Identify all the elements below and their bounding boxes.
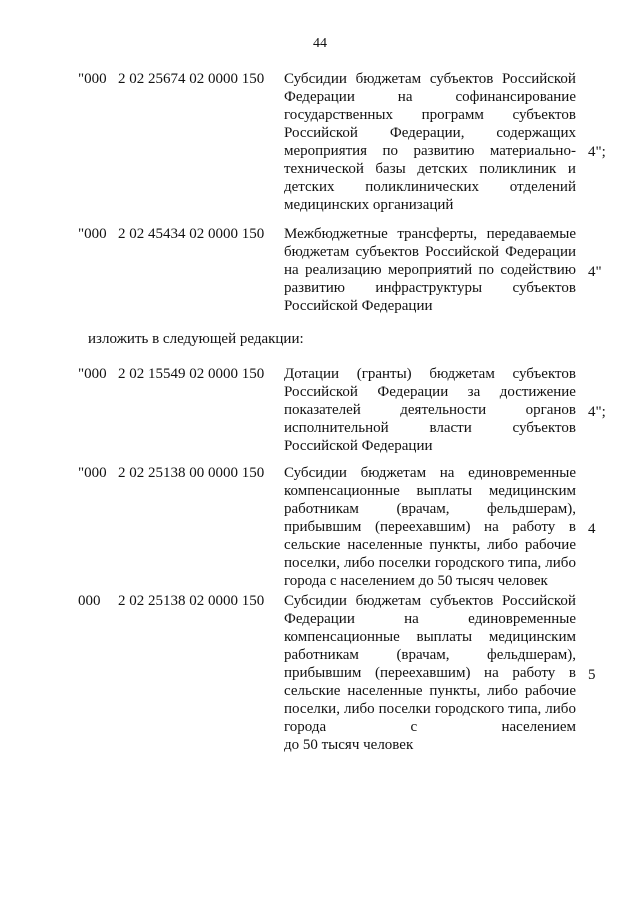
word: базы — [375, 161, 406, 177]
word: работу — [512, 665, 556, 681]
word: медицинским — [488, 629, 576, 645]
word: поселки, — [284, 701, 340, 717]
word: софинансирование — [455, 89, 576, 105]
word: содержащих — [496, 125, 576, 141]
description-line — [284, 383, 576, 401]
word: Российской — [502, 71, 576, 87]
description-line — [284, 464, 576, 482]
word: Российской — [425, 244, 500, 260]
word: работникам — [284, 501, 359, 517]
description-line — [284, 500, 576, 518]
word: Российской — [284, 125, 358, 141]
word: содействию — [500, 262, 576, 278]
word: пункты, — [429, 683, 481, 699]
code-prefix: 000 — [78, 593, 101, 609]
entry-value: 4"; — [588, 404, 606, 420]
word: реализацию — [305, 262, 382, 278]
description-line — [284, 365, 576, 383]
description-line — [284, 554, 576, 572]
word: компенсационные — [284, 483, 400, 499]
code-prefix: "000 — [78, 71, 107, 87]
word: исполнительной — [284, 420, 389, 436]
entry-value: 5 — [588, 667, 596, 683]
word: по — [478, 262, 495, 278]
word: рабочие — [524, 537, 576, 553]
description-line — [284, 646, 576, 664]
code-prefix: "000 — [78, 465, 107, 481]
word: и — [567, 161, 576, 177]
word: за — [467, 384, 481, 400]
description-line — [284, 225, 576, 243]
word: органов — [525, 402, 576, 418]
word: населенные — [347, 537, 423, 553]
description-line — [284, 592, 576, 610]
description-line — [284, 124, 576, 142]
description-line — [284, 243, 576, 261]
word: субъектов — [512, 280, 576, 296]
word: городского — [434, 555, 505, 571]
word: отделений — [509, 179, 576, 195]
word: Федерации — [377, 384, 449, 400]
description-line: медицинских организаций — [284, 197, 454, 213]
word: (переехавшим) — [375, 665, 471, 681]
entry-value: 4 — [588, 521, 596, 537]
word: технической — [284, 161, 364, 177]
word: на — [284, 262, 299, 278]
entry-description — [284, 464, 576, 590]
word: фельдшерам), — [487, 501, 576, 517]
description-line — [284, 682, 576, 700]
word: прибывшим — [284, 519, 362, 535]
budget-code — [78, 464, 278, 482]
word: сельские — [284, 537, 341, 553]
word: типа, — [508, 555, 542, 571]
word: детских — [417, 161, 468, 177]
word: работу — [512, 519, 556, 535]
word: Федерации — [284, 89, 355, 105]
word: рабочие — [524, 683, 576, 699]
word: медицинским — [488, 483, 576, 499]
budget-code — [78, 365, 278, 383]
entry-value: 4" — [588, 264, 602, 280]
word: либо — [545, 555, 576, 571]
description-line — [284, 518, 576, 536]
entry-description — [284, 70, 576, 214]
description-line — [284, 142, 576, 160]
word: сельские — [284, 683, 341, 699]
word: государственных — [284, 107, 393, 123]
word: трансферты, — [397, 226, 478, 242]
word: Межбюджетные — [284, 226, 388, 242]
word: бюджетам — [355, 593, 422, 609]
word: бюджетам — [429, 366, 495, 382]
description-line — [284, 88, 576, 106]
budget-code — [78, 592, 278, 610]
word: на — [397, 89, 413, 105]
code-number: 2 02 25138 00 0000 150 — [118, 465, 265, 481]
word: с — [410, 719, 418, 735]
word: поликлиник — [479, 161, 557, 177]
page-number: 44 — [313, 36, 327, 51]
word: субъектов — [512, 107, 576, 123]
word: Российской — [284, 384, 358, 400]
entry-value: 4"; — [588, 144, 606, 160]
word: населением — [501, 719, 576, 735]
description-line — [284, 401, 576, 419]
word: Субсидии — [284, 593, 347, 609]
code-number: 2 02 25674 02 0000 150 — [118, 71, 265, 87]
word: единовременные — [468, 465, 576, 481]
word: либо — [487, 537, 518, 553]
word: Российской — [502, 593, 576, 609]
word: (врачам, — [396, 647, 450, 663]
word: Субсидии — [284, 71, 347, 87]
word: на — [404, 611, 419, 627]
word: выплаты — [416, 629, 473, 645]
word: бюджетам — [284, 244, 350, 260]
description-line — [284, 700, 576, 718]
code-number: 2 02 15549 02 0000 150 — [118, 366, 265, 382]
word: достижение — [499, 384, 576, 400]
description-line — [284, 664, 576, 682]
description-line — [284, 106, 576, 124]
word: деятельности — [400, 402, 487, 418]
word: развитию — [413, 143, 475, 159]
word: субъектов — [512, 366, 576, 382]
word: передаваемые — [486, 226, 576, 242]
description-line — [284, 628, 576, 646]
word: детских — [284, 179, 335, 195]
word: единовременные — [468, 611, 576, 627]
entry-description — [284, 225, 576, 315]
word: (переехавшим) — [375, 519, 471, 535]
word: субъектов — [355, 244, 419, 260]
code-number: 2 02 25138 02 0000 150 — [118, 593, 265, 609]
word: либо — [343, 555, 375, 571]
word: Дотации — [284, 366, 340, 382]
description-line — [284, 279, 576, 297]
word: развитию — [284, 280, 345, 296]
word: в — [568, 665, 576, 681]
word: компенсационные — [284, 629, 400, 645]
description-line — [284, 178, 576, 196]
word: поликлинических — [365, 179, 480, 195]
word: Федерации — [284, 611, 355, 627]
code-prefix: "000 — [78, 366, 107, 382]
word: типа, — [508, 701, 542, 717]
code-prefix: "000 — [78, 226, 107, 242]
word: мероприятий — [387, 262, 473, 278]
intro-text: изложить в следующей редакции: — [88, 331, 304, 347]
description-line — [284, 261, 576, 279]
code-number: 2 02 45434 02 0000 150 — [118, 226, 265, 242]
word: субъектов — [429, 71, 494, 87]
description-line: города с населением до 50 тысяч человек — [284, 573, 548, 589]
word: на — [484, 665, 499, 681]
word: фельдшерам), — [487, 647, 576, 663]
description-line — [284, 160, 576, 178]
budget-code — [78, 70, 278, 88]
word: Субсидии — [284, 465, 347, 481]
word: Федерации, — [389, 125, 465, 141]
word: выплаты — [416, 483, 473, 499]
word: показателей — [284, 402, 361, 418]
description-line — [284, 536, 576, 554]
word: на — [439, 465, 455, 481]
description-line — [284, 419, 576, 437]
budget-code — [78, 225, 278, 243]
word: инфраструктуры — [375, 280, 483, 296]
word: материально- — [489, 143, 576, 159]
word: населенные — [347, 683, 423, 699]
word: мероприятия — [284, 143, 368, 159]
description-line — [284, 70, 576, 88]
word: программ — [421, 107, 484, 123]
word: в — [568, 519, 576, 535]
word: работникам — [284, 647, 359, 663]
description-line — [284, 482, 576, 500]
word: либо — [545, 701, 576, 717]
word: поселки, — [284, 555, 340, 571]
description-line: Российской Федерации — [284, 298, 433, 314]
word: (врачам, — [396, 501, 450, 517]
word: поселки — [378, 555, 431, 571]
word: города — [284, 719, 327, 735]
word: по — [382, 143, 399, 159]
word: либо — [487, 683, 518, 699]
word: на — [484, 519, 499, 535]
description-line: Российской Федерации — [284, 438, 433, 454]
entry-description — [284, 365, 576, 455]
word: либо — [343, 701, 375, 717]
entry-description — [284, 592, 576, 754]
word: субъектов — [429, 593, 494, 609]
description-line — [284, 718, 576, 736]
word: Федерации — [505, 244, 576, 260]
word: власти — [429, 420, 472, 436]
word: субъектов — [512, 420, 576, 436]
description-line — [284, 610, 576, 628]
word: прибывшим — [284, 665, 362, 681]
word: городского — [434, 701, 505, 717]
word: (гранты) — [356, 366, 412, 382]
word: пункты, — [429, 537, 481, 553]
word: бюджетам — [355, 71, 422, 87]
word: поселки — [378, 701, 431, 717]
description-line: до 50 тысяч человек — [284, 737, 414, 753]
word: бюджетам — [360, 465, 427, 481]
